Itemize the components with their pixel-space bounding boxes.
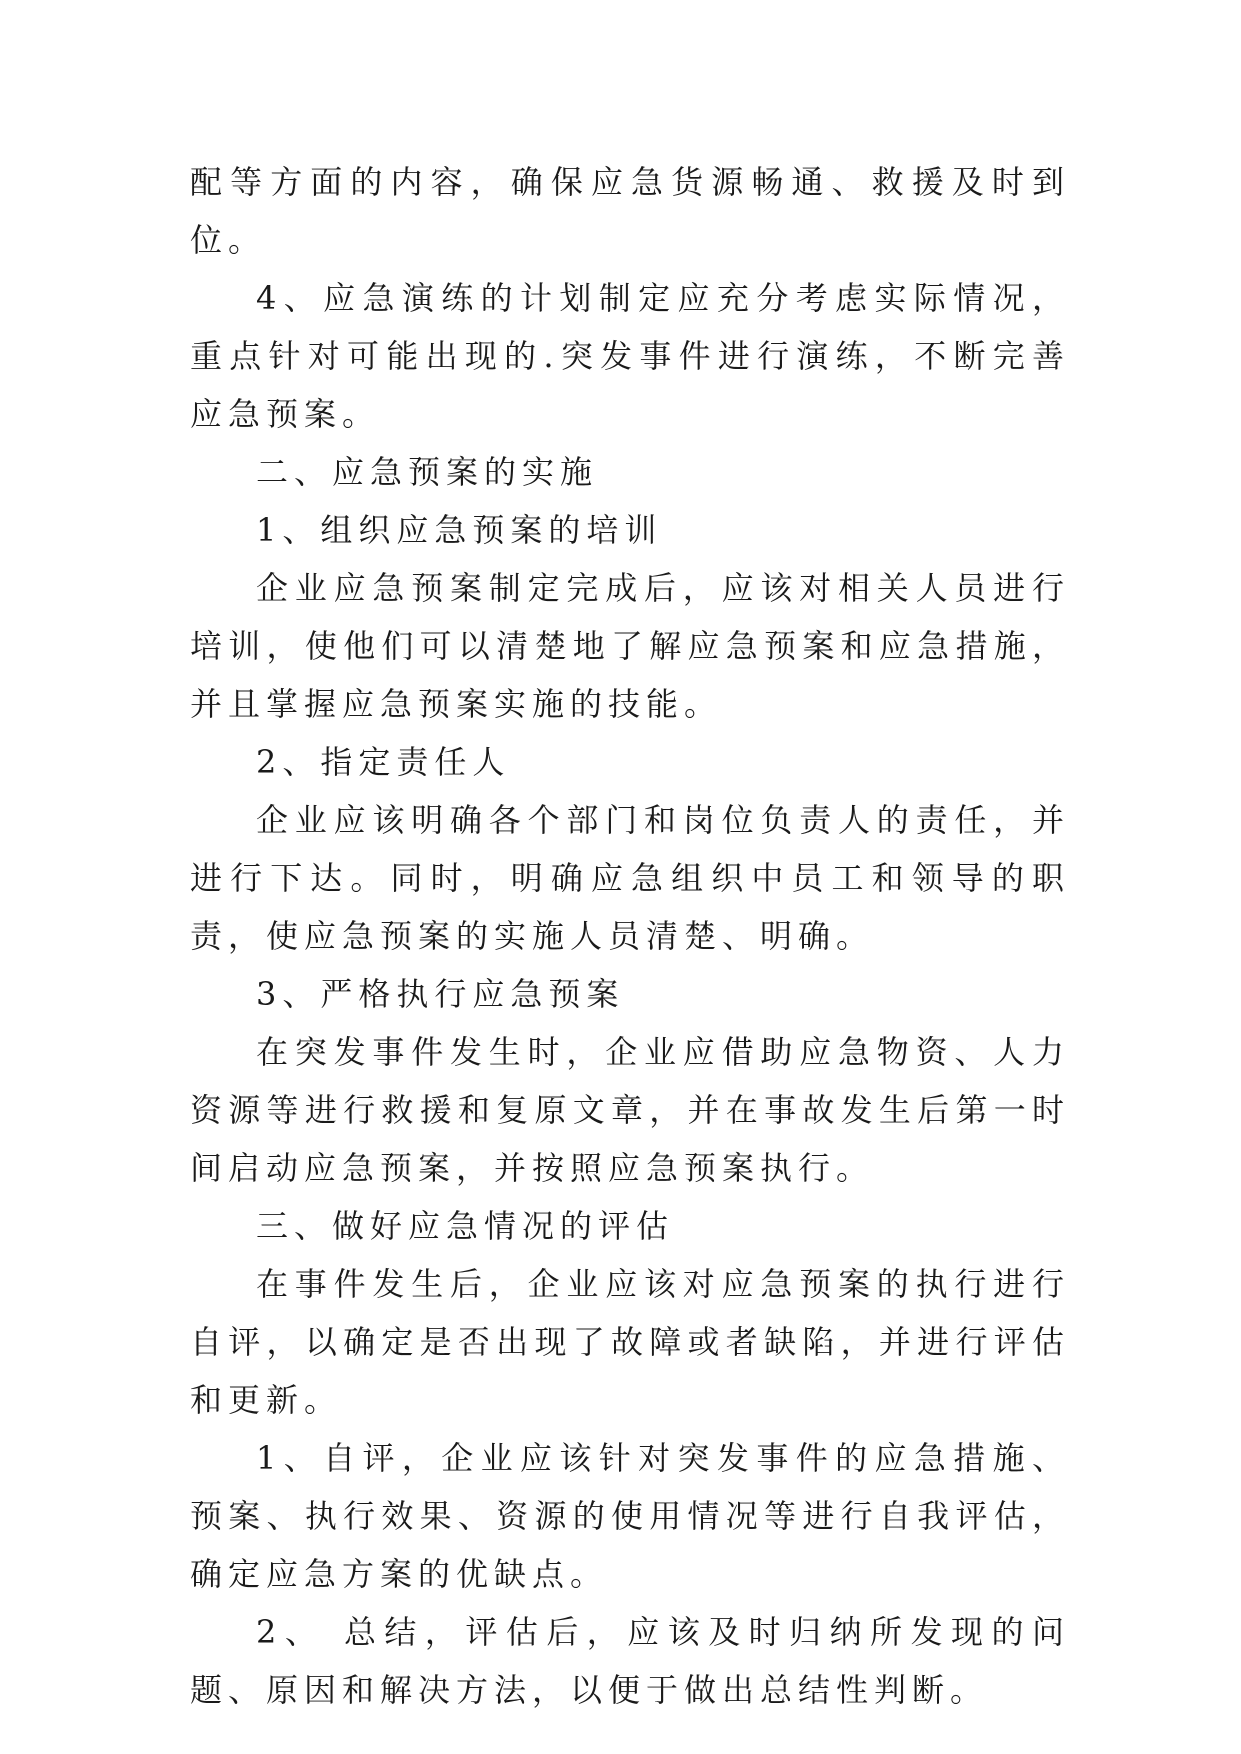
paragraph-training: 企业应急预案制定完成后，应该对相关人员进行培训，使他们可以清楚地了解应急预案和应急措施，并且掌握应急预案实施的技能。 [190,569,1070,723]
subheading-responsible-person: 2、指定责任人 [256,743,511,781]
document-body [190,153,1070,1719]
section-heading-implementation: 二、应急预案的实施 [256,453,599,491]
paragraph-evaluation: 在事件发生后，企业应该对应急预案的执行进行自评，以确定是否出现了故障或者缺陷，并进行评估和更新。 [190,1265,1070,1419]
subheading-strict-execution: 3、严格执行应急预案 [256,975,625,1013]
paragraph-drill-plan: 4、应急演练的计划制定应充分考虑实际情况，重点针对可能出现的.突发事件进行演练，不断完善应急预案。 [190,279,1070,433]
paragraph-responsible-person: 企业应该明确各个部门和岗位负责人的责任，并进行下达。同时，明确应急组织中员工和领导的职责，使应急预案的实施人员清楚、明确。 [190,801,1070,955]
paragraph-summary: 2、 总结，评估后，应该及时归纳所发现的问题、原因和解决方法，以便于做出总结性判断。 [190,1613,1070,1709]
subheading-training: 1、组织应急预案的培训 [256,511,663,549]
paragraph-strict-execution: 在突发事件发生时，企业应借助应急物资、人力资源等进行救援和复原文章，并在事故发生后第一时间启动应急预案，并按照应急预案执行。 [190,1033,1070,1187]
paragraph-self-evaluation: 1、自评，企业应该针对突发事件的应急措施、预案、执行效果、资源的使用情况等进行自我评估，确定应急方案的优缺点。 [190,1439,1070,1593]
paragraph-continuation: 配等方面的内容，确保应急货源畅通、救援及时到位。 [190,163,1070,259]
section-heading-evaluation: 三、做好应急情况的评估 [256,1207,675,1245]
